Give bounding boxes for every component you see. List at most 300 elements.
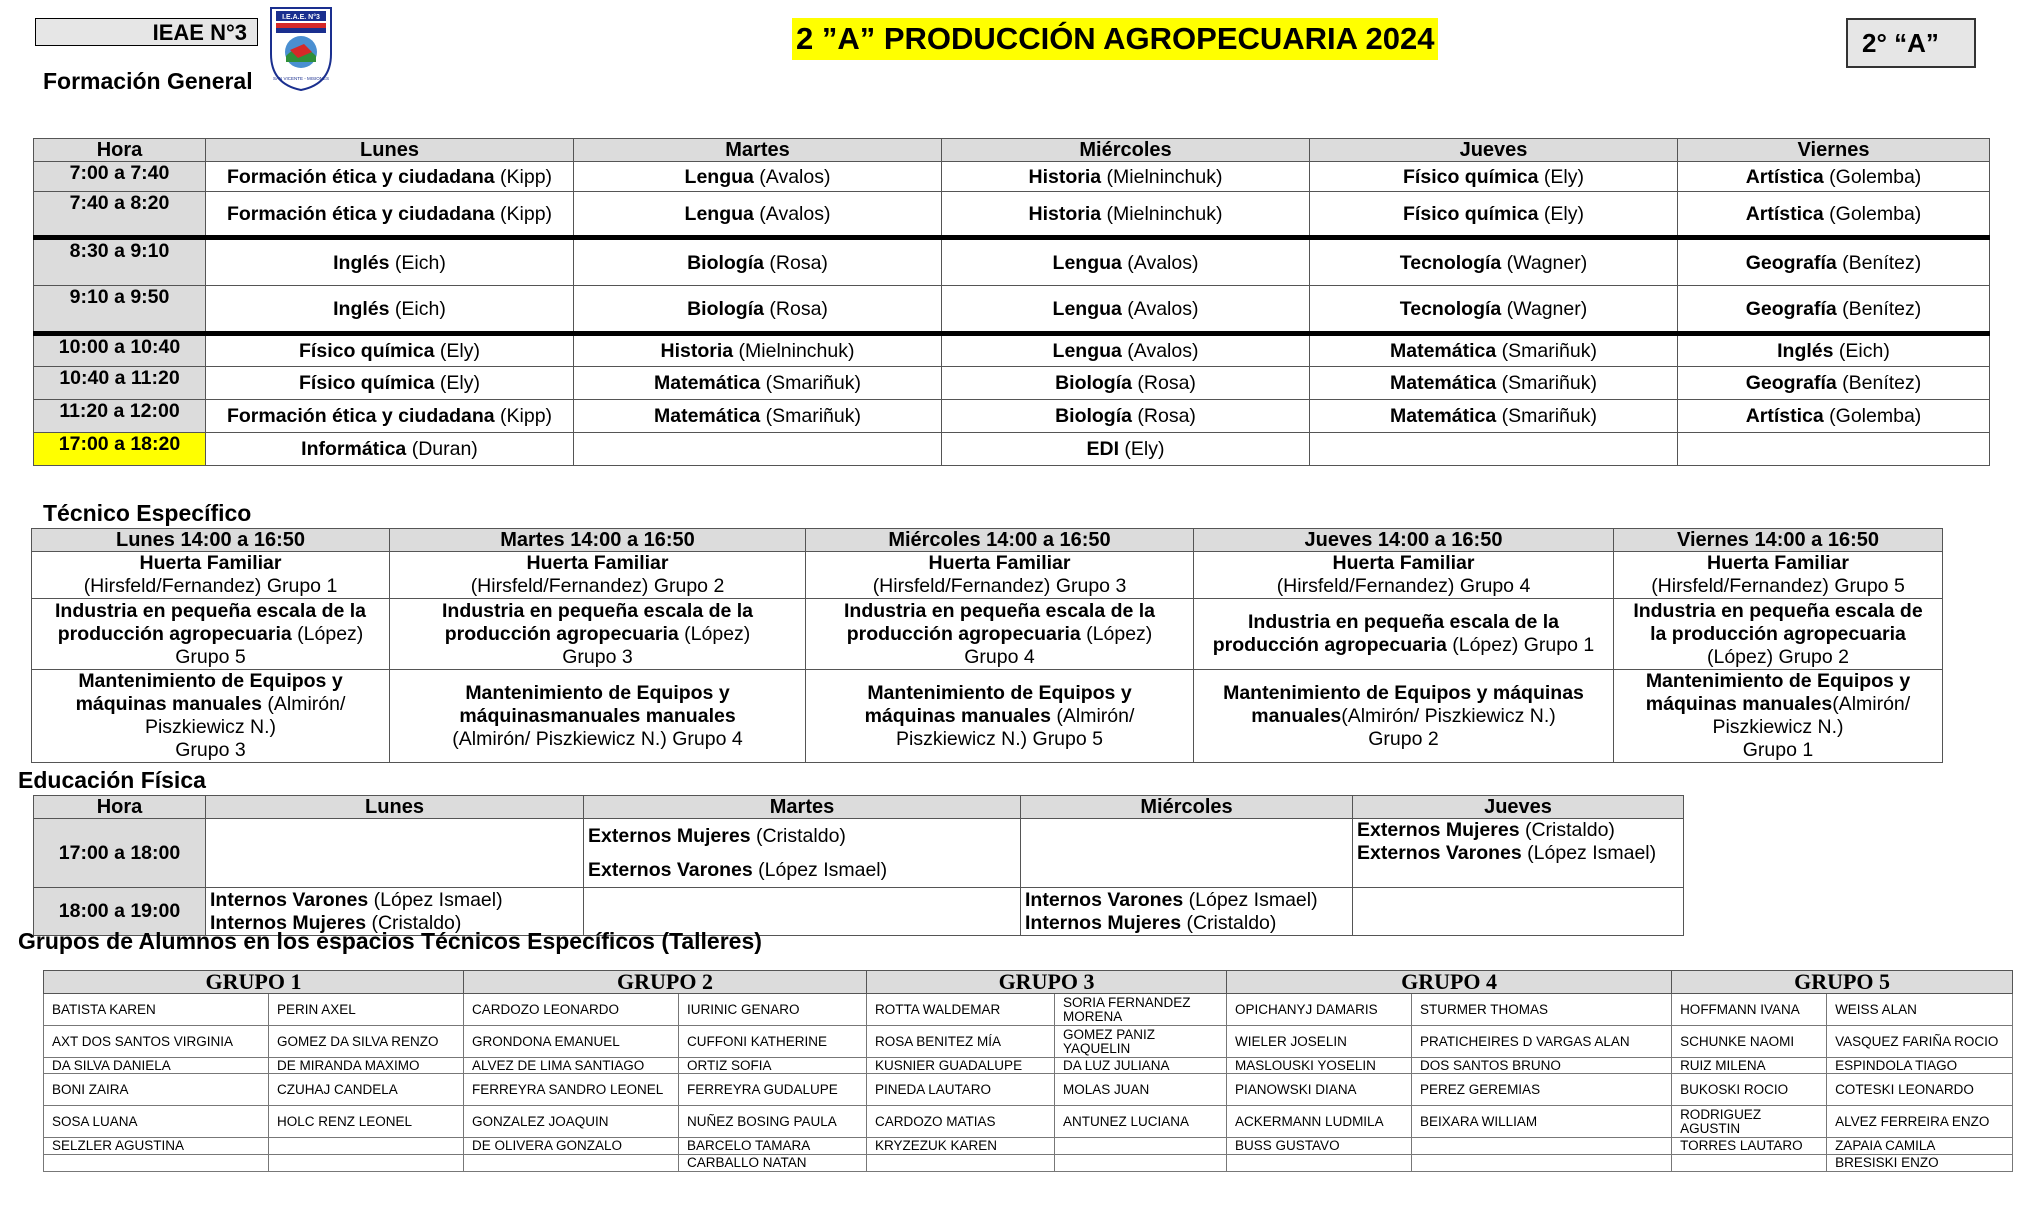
subject-name: Externos Varones — [588, 859, 753, 881]
subject-name: Físico química — [1403, 202, 1539, 225]
student-name: SCHUNKE NAOMI — [1672, 1026, 1827, 1058]
teacher-name: (López Ismael) — [1521, 842, 1657, 864]
cell-line — [810, 600, 1189, 623]
subject-name: Internos Mujeres — [1025, 911, 1182, 934]
student-name: ALVEZ FERREIRA ENZO — [1827, 1106, 2013, 1138]
student-name: BEIXARA WILLIAM — [1412, 1106, 1672, 1138]
tecnico-row — [32, 599, 1943, 670]
class-cell — [574, 192, 942, 238]
subject-name: producción agropecuaria — [444, 622, 679, 645]
student-name: BATISTA KAREN — [44, 994, 269, 1026]
teacher-name: (Rosa) — [763, 251, 828, 274]
cell-line — [394, 552, 801, 575]
teacher-name: (Kipp) — [494, 405, 553, 427]
column-header: Lunes — [206, 796, 584, 819]
cell-line — [36, 623, 385, 646]
student-name: ALVEZ DE LIMA SANTIAGO — [464, 1058, 679, 1074]
workshop-cell — [1194, 552, 1614, 599]
subject-name: Geografía — [1745, 251, 1837, 274]
cell-line — [1198, 634, 1609, 657]
student-name: NUÑEZ BOSING PAULA — [679, 1106, 867, 1138]
subject-name: Matemática — [654, 405, 761, 427]
cell-line — [1357, 842, 1679, 865]
ef-cell — [1021, 819, 1353, 888]
student-name: IURINIC GENARO — [679, 994, 867, 1026]
teacher-name: (Hirsfeld/Fernandez) Grupo 5 — [1651, 575, 1905, 597]
column-header: Viernes — [1678, 139, 1990, 162]
schedule-row — [34, 400, 1990, 433]
workshop-cell — [1614, 599, 1943, 670]
tecnico-schedule-table — [31, 528, 1943, 763]
student-name — [269, 1138, 464, 1155]
subject-name: Lengua — [684, 165, 754, 188]
student-name — [1055, 1155, 1227, 1172]
class-cell — [574, 162, 942, 192]
class-cell — [1310, 192, 1678, 238]
student-row — [44, 1155, 2013, 1172]
class-cell — [1310, 162, 1678, 192]
student-name: KRYZEZUK KAREN — [867, 1138, 1055, 1155]
teacher-name: (Ely) — [1538, 202, 1584, 225]
page-title: 2 ”A” PRODUCCIÓN AGROPECUARIA 2024 — [792, 18, 1438, 60]
student-name: CZUHAJ CANDELA — [269, 1074, 464, 1106]
subject-name: manuales — [1251, 704, 1342, 727]
student-name: ROSA BENITEZ MÍA — [867, 1026, 1055, 1058]
ef-cell — [1021, 888, 1353, 936]
workshop-cell — [1194, 599, 1614, 670]
cell-line — [1198, 575, 1609, 598]
hour-cell: 10:40 a 11:20 — [34, 367, 206, 400]
section-title-groups: Grupos de Alumnos en los espacios Técnicos Específicos (Talleres) — [18, 928, 762, 954]
subject-name: máquinas manuales — [864, 704, 1051, 727]
subject-name: Artística — [1745, 405, 1824, 427]
teacher-name: (Cristaldo) — [1181, 911, 1277, 934]
cell-line — [1025, 912, 1348, 935]
course-badge: 2° “A” — [1846, 18, 1976, 68]
class-cell — [206, 286, 574, 334]
cell-line — [36, 600, 385, 623]
student-name: CARDOZO MATIAS — [867, 1106, 1055, 1138]
class-cell — [574, 433, 942, 466]
student-name: ORTIZ SOFIA — [679, 1058, 867, 1074]
subject-name: Internos Varones — [1025, 888, 1184, 911]
student-name: FERREYRA SANDRO LEONEL — [464, 1074, 679, 1106]
cell-line — [210, 889, 579, 912]
schedule-row — [34, 367, 1990, 400]
teacher-name: (Duran) — [406, 438, 478, 460]
class-cell — [206, 400, 574, 433]
teacher-name: (Almirón/ Piszkiewicz N.) Grupo 4 — [452, 727, 743, 750]
subject-name: Externos Mujeres — [1357, 819, 1520, 841]
class-cell — [1678, 400, 1990, 433]
student-name: BUSS GUSTAVO — [1227, 1138, 1412, 1155]
cell-line — [1618, 646, 1938, 669]
subject-name: Matemática — [654, 372, 761, 394]
teacher-name: (López) — [1080, 622, 1153, 645]
teacher-name: (Kipp) — [494, 165, 553, 188]
group-header: GRUPO 2 — [464, 971, 867, 994]
subject-name: Huerta Familiar — [928, 552, 1071, 574]
teacher-name: Grupo 5 — [175, 645, 246, 668]
teacher-name: (Eich) — [389, 251, 446, 274]
subject-name: Huerta Familiar — [139, 552, 282, 574]
student-name: KUSNIER GUADALUPE — [867, 1058, 1055, 1074]
ef-schedule-table — [33, 795, 1684, 936]
student-name — [867, 1155, 1055, 1172]
student-name: DA LUZ JULIANA — [1055, 1058, 1227, 1074]
cell-line — [1025, 889, 1348, 912]
teacher-name: (López Ismael) — [368, 888, 503, 911]
student-row — [44, 1106, 2013, 1138]
teacher-name: (Golemba) — [1823, 405, 1922, 427]
cell-line — [36, 693, 385, 716]
subject-name: Lengua — [1052, 251, 1122, 274]
subject-name: Formación ética y ciudadana — [226, 405, 495, 427]
student-name: PRATICHEIRES D VARGAS ALAN — [1412, 1026, 1672, 1058]
class-cell — [1678, 433, 1990, 466]
cell-line — [810, 552, 1189, 575]
subject-name: Mantenimiento de Equipos y — [1645, 670, 1911, 692]
subject-name: Mantenimiento de Equipos y — [867, 681, 1132, 704]
subject-name: Industria en pequeña escala de la — [441, 599, 754, 622]
workshop-cell — [32, 599, 390, 670]
student-name: WEISS ALAN — [1827, 994, 2013, 1026]
teacher-name: (Avalos) — [1121, 340, 1199, 362]
column-header: Miércoles — [1021, 796, 1353, 819]
student-name — [1055, 1138, 1227, 1155]
student-name — [1672, 1155, 1827, 1172]
subject-name: EDI — [1086, 438, 1119, 460]
subject-name: Biología — [687, 251, 764, 274]
cell-line — [36, 646, 385, 669]
subject-name: Mantenimiento de Equipos y — [465, 681, 730, 704]
student-name: BONI ZAIRA — [44, 1074, 269, 1106]
teacher-name: (Mielninchuk) — [1101, 165, 1223, 188]
teacher-name: (Eich) — [1833, 340, 1890, 362]
teacher-name: (Rosa) — [763, 297, 828, 320]
teacher-name: Grupo 1 — [1742, 739, 1814, 761]
class-cell — [1310, 334, 1678, 367]
student-name: ANTUNEZ LUCIANA — [1055, 1106, 1227, 1138]
column-header: Martes 14:00 a 16:50 — [390, 529, 806, 552]
student-name: TORRES LAUTARO — [1672, 1138, 1827, 1155]
tecnico-header-row — [32, 529, 1943, 552]
student-name: GOMEZ DA SILVA RENZO — [269, 1026, 464, 1058]
subject-name: Formación ética y ciudadana — [226, 165, 495, 188]
cell-line — [1198, 728, 1609, 751]
teacher-name: (Avalos) — [753, 202, 831, 225]
class-cell — [574, 238, 942, 286]
teacher-name: (Hirsfeld/Fernandez) Grupo 2 — [470, 575, 725, 597]
subject-name: máquinas manuales — [1645, 693, 1833, 715]
teacher-name: Grupo 3 — [175, 739, 246, 761]
workshop-cell — [32, 670, 390, 763]
cell-line — [588, 819, 1016, 853]
subject-name: Industria en pequeña escala de la — [843, 599, 1156, 622]
cell-line — [1198, 705, 1609, 728]
subject-name: Lengua — [1052, 340, 1122, 362]
cell-line — [36, 575, 385, 598]
student-name — [464, 1155, 679, 1172]
class-cell — [942, 400, 1310, 433]
class-cell — [942, 192, 1310, 238]
subject-name: Geografía — [1745, 372, 1837, 394]
workshop-cell — [806, 670, 1194, 763]
student-name: DE OLIVERA GONZALO — [464, 1138, 679, 1155]
student-name: STURMER THOMAS — [1412, 994, 1672, 1026]
teacher-name: (Benítez) — [1836, 297, 1922, 320]
teacher-name: (López) — [291, 622, 364, 645]
cell-line — [36, 552, 385, 575]
student-name — [44, 1155, 269, 1172]
column-header: Lunes — [206, 139, 574, 162]
cell-line — [1618, 623, 1938, 646]
teacher-name: (Wagner) — [1501, 251, 1588, 274]
teacher-name: (López Ismael) — [1183, 888, 1318, 911]
subject-name: Huerta Familiar — [1707, 552, 1849, 574]
cell-line — [1618, 670, 1938, 693]
cell-line — [1618, 716, 1938, 739]
student-name — [269, 1155, 464, 1172]
class-cell — [1310, 286, 1678, 334]
subject-name: Matemática — [1390, 405, 1497, 427]
teacher-name: (Almirón/ — [1832, 693, 1911, 715]
cell-line — [1618, 600, 1938, 623]
teacher-name: (Cristaldo) — [750, 825, 846, 847]
teacher-name: (Smariñuk) — [1496, 372, 1597, 394]
cell-line — [810, 623, 1189, 646]
student-name: FERREYRA GUDALUPE — [679, 1074, 867, 1106]
cell-line — [810, 682, 1189, 705]
ef-header-row — [34, 796, 1684, 819]
cell-line — [1198, 611, 1609, 634]
class-cell — [206, 433, 574, 466]
class-cell — [1678, 238, 1990, 286]
column-header: Martes — [584, 796, 1021, 819]
workshop-cell — [806, 552, 1194, 599]
school-logo — [268, 4, 334, 92]
cell-line — [394, 623, 801, 646]
teacher-name: (Kipp) — [494, 202, 553, 225]
teacher-name: (López Ismael) — [752, 859, 888, 881]
cell-line — [1357, 819, 1679, 842]
general-schedule-table — [33, 138, 1990, 466]
subject-name: Físico química — [1403, 165, 1539, 188]
teacher-name: Grupo 4 — [964, 645, 1035, 668]
teacher-name: (Ely) — [434, 372, 480, 394]
student-name: HOLC RENZ LEONEL — [269, 1106, 464, 1138]
workshop-cell — [32, 552, 390, 599]
student-name: COTESKI LEONARDO — [1827, 1074, 2013, 1106]
subject-name: Artística — [1745, 165, 1824, 188]
subject-name: Matemática — [1390, 372, 1497, 394]
ef-row — [34, 819, 1684, 888]
cell-line — [1198, 552, 1609, 575]
subject-name: Lengua — [1052, 297, 1122, 320]
cell-line — [1198, 682, 1609, 705]
teacher-name: (Ely) — [1119, 438, 1165, 460]
cell-line — [1618, 552, 1938, 575]
teacher-name: (Mielninchuk) — [1101, 202, 1223, 225]
hour-cell: 8:30 a 9:10 — [34, 238, 206, 286]
hour-cell: 11:20 a 12:00 — [34, 400, 206, 433]
cell-line — [1618, 575, 1938, 598]
subject-name: Inglés — [333, 251, 390, 274]
column-header: Lunes 14:00 a 16:50 — [32, 529, 390, 552]
teacher-name: (López) Grupo 1 — [1446, 634, 1595, 656]
workshop-cell — [1194, 670, 1614, 763]
teacher-name: (Smariñuk) — [1496, 405, 1597, 427]
student-row — [44, 1058, 2013, 1074]
cell-line — [36, 670, 385, 693]
hour-cell: 9:10 a 9:50 — [34, 286, 206, 334]
student-name: BARCELO TAMARA — [679, 1138, 867, 1155]
column-header: Jueves — [1310, 139, 1678, 162]
student-name: DOS SANTOS BRUNO — [1412, 1058, 1672, 1074]
student-name: CARDOZO LEONARDO — [464, 994, 679, 1026]
class-cell — [1310, 238, 1678, 286]
student-name: AXT DOS SANTOS VIRGINIA — [44, 1026, 269, 1058]
tecnico-row — [32, 670, 1943, 763]
class-cell — [206, 238, 574, 286]
teacher-name: (Almirón/ — [1050, 704, 1135, 727]
class-cell — [574, 400, 942, 433]
teacher-name: Piszkiewicz N.) Grupo 5 — [896, 727, 1103, 750]
hour-cell: 10:00 a 10:40 — [34, 334, 206, 367]
class-cell — [942, 433, 1310, 466]
subject-name: Tecnología — [1399, 251, 1502, 274]
student-name: PERIN AXEL — [269, 994, 464, 1026]
group-header: GRUPO 1 — [44, 971, 464, 994]
cell-line — [810, 575, 1189, 598]
subject-name: Mantenimiento de Equipos y — [78, 670, 343, 692]
section-title-ef: Educación Física — [18, 767, 206, 793]
ef-cell — [1353, 888, 1684, 936]
class-cell — [1678, 162, 1990, 192]
cell-line — [810, 728, 1189, 751]
teacher-name: (Eich) — [389, 297, 446, 320]
student-name: SELZLER AGUSTINA — [44, 1138, 269, 1155]
teacher-name: (Cristaldo) — [366, 911, 462, 934]
subject-name: Artística — [1745, 202, 1824, 225]
teacher-name: Grupo 2 — [1368, 727, 1439, 750]
subject-name: Físico química — [299, 340, 435, 362]
teacher-name: (Benítez) — [1836, 251, 1922, 274]
ef-cell — [206, 819, 584, 888]
school-name: IEAE N°3 — [35, 18, 258, 46]
group-header: GRUPO 4 — [1227, 971, 1672, 994]
teacher-name: (Cristaldo) — [1519, 819, 1615, 841]
student-name: ROTTA WALDEMAR — [867, 994, 1055, 1026]
class-cell — [1678, 367, 1990, 400]
workshop-cell — [1614, 670, 1943, 763]
subject-name: Tecnología — [1399, 297, 1502, 320]
subject-name: producción agropecuaria — [846, 622, 1081, 645]
workshop-cell — [390, 670, 806, 763]
student-name: GRONDONA EMANUEL — [464, 1026, 679, 1058]
svg-text:SAN VICENTE - MISIONES: SAN VICENTE - MISIONES — [272, 76, 330, 81]
cell-line — [1618, 693, 1938, 716]
class-cell — [1310, 400, 1678, 433]
student-name — [1412, 1155, 1672, 1172]
teacher-name: (Benítez) — [1836, 372, 1922, 394]
class-cell — [1678, 286, 1990, 334]
column-header: Hora — [34, 139, 206, 162]
hour-cell: 7:00 a 7:40 — [34, 162, 206, 192]
student-name: ZAPAIA CAMILA — [1827, 1138, 2013, 1155]
tecnico-row — [32, 552, 1943, 599]
teacher-name: Grupo 3 — [562, 645, 633, 668]
workshop-cell — [1614, 552, 1943, 599]
teacher-name: (Smariñuk) — [760, 372, 861, 394]
student-name: DE MIRANDA MAXIMO — [269, 1058, 464, 1074]
class-cell — [574, 367, 942, 400]
section-title-general: Formación General — [43, 68, 253, 94]
student-name: HOFFMANN IVANA — [1672, 994, 1827, 1026]
workshop-cell — [806, 599, 1194, 670]
student-row — [44, 1138, 2013, 1155]
subject-name: Huerta Familiar — [526, 552, 669, 574]
student-name: CUFFONI KATHERINE — [679, 1026, 867, 1058]
cell-line — [394, 682, 801, 705]
student-name: BRESISKI ENZO — [1827, 1155, 2013, 1172]
class-cell — [1310, 433, 1678, 466]
column-header: Jueves — [1353, 796, 1684, 819]
cell-line — [394, 646, 801, 669]
student-name: WIELER JOSELIN — [1227, 1026, 1412, 1058]
teacher-name: (Golemba) — [1823, 202, 1922, 225]
student-name: PEREZ GEREMIAS — [1412, 1074, 1672, 1106]
class-cell — [574, 286, 942, 334]
class-cell — [206, 334, 574, 367]
student-name: PINEDA LAUTARO — [867, 1074, 1055, 1106]
schedule-row — [34, 286, 1990, 334]
teacher-name: (Almirón/ Piszkiewicz N.) — [1341, 704, 1556, 727]
student-name: ESPINDOLA TIAGO — [1827, 1058, 2013, 1074]
workshop-cell — [390, 599, 806, 670]
section-title-tecnico: Técnico Específico — [43, 500, 252, 526]
student-name — [1227, 1155, 1412, 1172]
class-cell — [206, 192, 574, 238]
subject-name: Biología — [1055, 372, 1132, 394]
column-header: Viernes 14:00 a 16:50 — [1614, 529, 1943, 552]
schedule-row — [34, 334, 1990, 367]
teacher-name: (Mielninchuk) — [733, 340, 855, 362]
cell-line — [36, 716, 385, 739]
teacher-name: (Avalos) — [753, 165, 831, 188]
class-cell — [1310, 367, 1678, 400]
subject-name: Historia — [1028, 165, 1102, 188]
cell-line — [1618, 739, 1938, 762]
subject-name: Lengua — [684, 202, 754, 225]
subject-name: producción agropecuaria — [57, 622, 292, 645]
teacher-name: Piszkiewicz N.) — [1712, 716, 1844, 738]
column-header: Jueves 14:00 a 16:50 — [1194, 529, 1614, 552]
student-name: SOSA LUANA — [44, 1106, 269, 1138]
subject-name: Externos Mujeres — [588, 825, 751, 847]
student-name: MASLOUSKI YOSELIN — [1227, 1058, 1412, 1074]
shield-logo-icon — [268, 4, 334, 92]
groups-header-row — [44, 971, 2013, 994]
subject-name: Físico química — [299, 372, 435, 394]
subject-name: Geografía — [1745, 297, 1837, 320]
column-header: Martes — [574, 139, 942, 162]
group-header: GRUPO 3 — [867, 971, 1227, 994]
student-name: OPICHANYJ DAMARIS — [1227, 994, 1412, 1026]
student-name: RODRIGUEZ AGUSTIN — [1672, 1106, 1827, 1138]
hour-cell: 17:00 a 18:00 — [34, 819, 206, 888]
svg-text:I.E.A.E. N°3: I.E.A.E. N°3 — [282, 14, 320, 21]
